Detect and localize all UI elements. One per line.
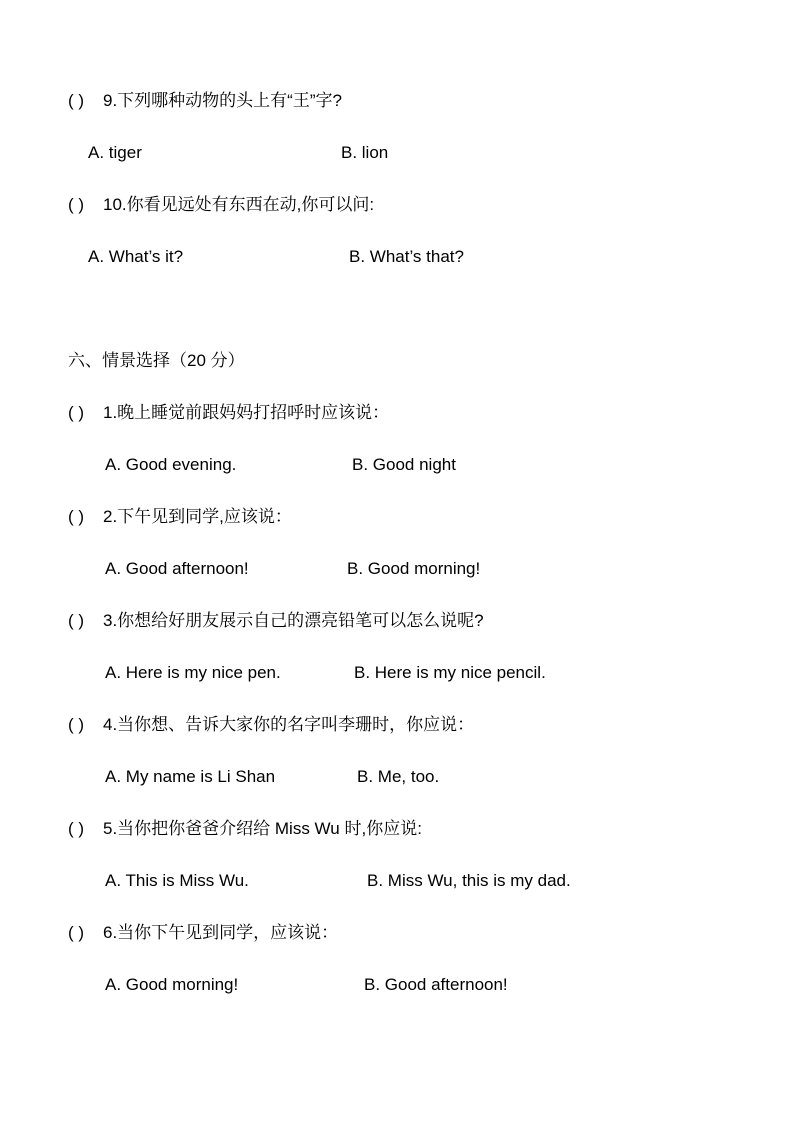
option-a[interactable]: A. Here is my nice pen. [105, 663, 281, 682]
options-row [0, 454, 794, 476]
option-b[interactable]: B. Good morning! [347, 559, 481, 578]
question-text: 2.下午见到同学,应该说： [103, 507, 292, 526]
option-a[interactable]: A. Good evening. [105, 455, 237, 474]
question-row [0, 90, 794, 112]
question-text: 6.当你下午见到同学，应该说： [103, 923, 339, 942]
answer-blank[interactable]: ( ) [68, 923, 85, 942]
option-b[interactable]: B. lion [341, 143, 389, 162]
answer-blank[interactable]: ( ) [68, 507, 85, 526]
question-text: 4.当你想、告诉大家你的名字叫李珊时，你应说： [103, 715, 475, 734]
option-b[interactable]: B. Miss Wu, this is my dad. [367, 871, 571, 890]
option-a[interactable]: A. tiger [88, 143, 142, 162]
options-row [0, 870, 794, 892]
option-b[interactable]: B. Here is my nice pencil. [354, 663, 546, 682]
question-row [0, 922, 794, 944]
option-a[interactable]: A. Good morning! [105, 975, 239, 994]
answer-blank[interactable]: ( ) [68, 91, 85, 110]
question-row [0, 818, 794, 840]
question-row [0, 506, 794, 528]
question-row [0, 194, 794, 216]
answer-blank[interactable]: ( ) [68, 195, 85, 214]
question-row [0, 610, 794, 632]
option-b[interactable]: B. Good night [352, 455, 456, 474]
question-text: 3.你想给好朋友展示自己的漂亮铅笔可以怎么说呢? [103, 611, 484, 630]
options-row [0, 974, 794, 996]
options-row [0, 142, 794, 164]
question-text: 1.晚上睡觉前跟妈妈打招呼时应该说： [103, 403, 390, 422]
option-a[interactable]: A. What’s it? [88, 247, 184, 266]
option-b[interactable]: B. Me, too. [357, 767, 440, 786]
options-row [0, 246, 794, 268]
question-text: 10.你看见远处有东西在动,你可以问: [103, 195, 375, 214]
option-b[interactable]: B. What’s that? [349, 247, 464, 266]
section-title: 六、情景选择（20 分） [68, 351, 245, 370]
section-heading-row [0, 350, 794, 372]
question-row [0, 714, 794, 736]
question-row [0, 402, 794, 424]
answer-blank[interactable]: ( ) [68, 819, 85, 838]
option-a[interactable]: A. Good afternoon! [105, 559, 249, 578]
answer-blank[interactable]: ( ) [68, 403, 85, 422]
question-text: 9.下列哪种动物的头上有“王”字? [103, 91, 342, 110]
options-row [0, 662, 794, 684]
answer-blank[interactable]: ( ) [68, 715, 85, 734]
option-a[interactable]: A. This is Miss Wu. [105, 871, 249, 890]
options-row [0, 558, 794, 580]
option-b[interactable]: B. Good afternoon! [364, 975, 508, 994]
question-text: 5.当你把你爸爸介绍给 Miss Wu 时,你应说: [103, 819, 422, 838]
option-a[interactable]: A. My name is Li Shan [105, 767, 276, 786]
options-row [0, 766, 794, 788]
answer-blank[interactable]: ( ) [68, 611, 85, 630]
